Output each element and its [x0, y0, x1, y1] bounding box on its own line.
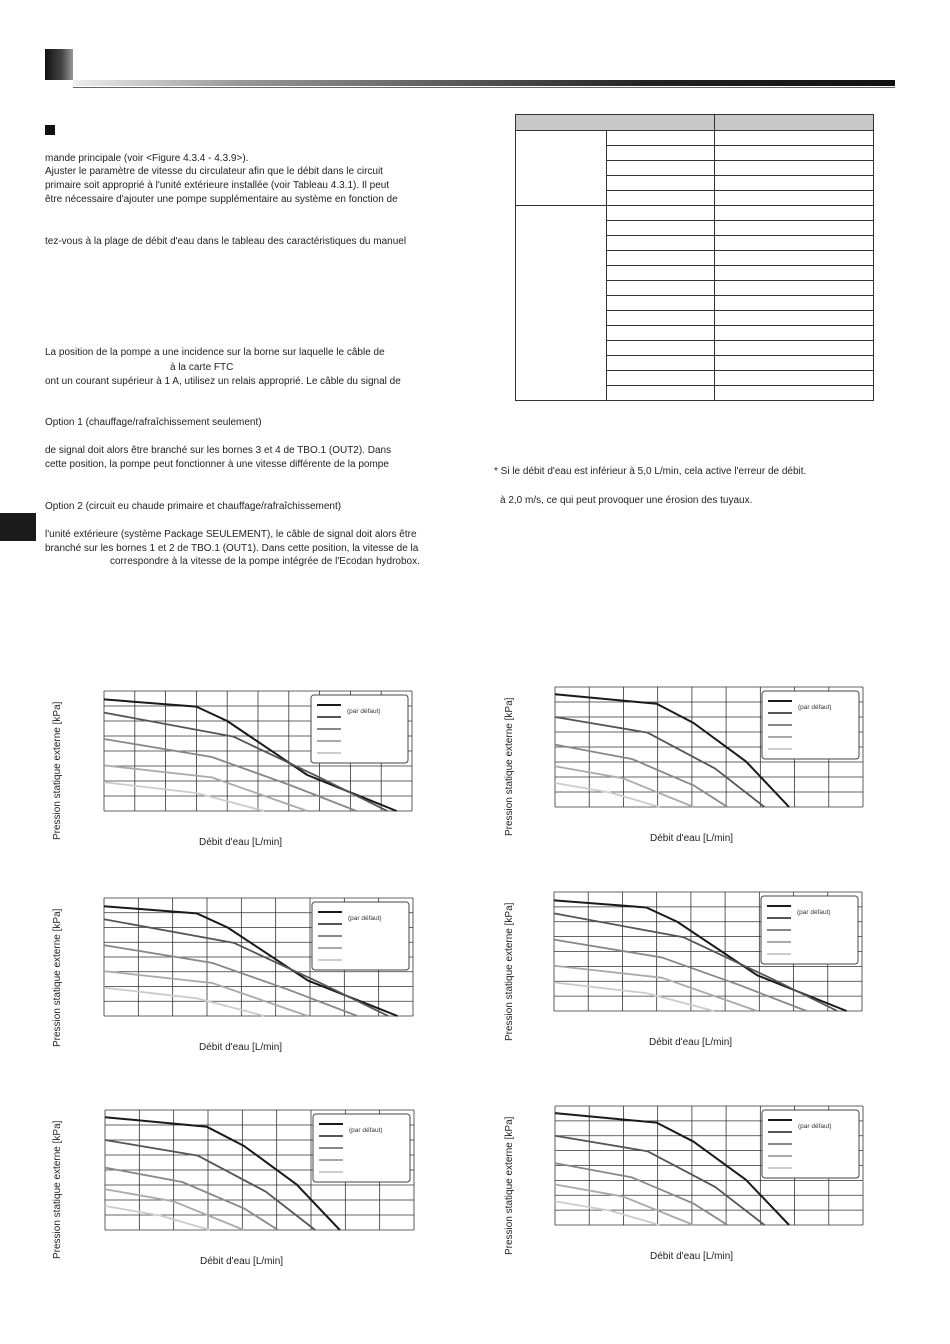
x-axis-label: Débit d'eau [L/min]: [199, 837, 283, 848]
paragraph-line: de signal doit alors être branché sur les bornes 3 et 4 de TBO.1 (OUT2). Dans: [45, 445, 392, 456]
table-cell: [715, 266, 874, 281]
header-rule-thin: [73, 87, 895, 88]
pump-curve-chart: [553, 891, 863, 1012]
table-cell: [607, 176, 715, 191]
x-axis-label: Débit d'eau [L/min]: [650, 833, 734, 844]
table-cell: [607, 281, 715, 296]
y-axis-label: Pression statique externe [kPa]: [52, 1120, 63, 1259]
paragraph-line: ont un courant supérieur à 1 A, utilisez un relais approprié. Le câble du signal de: [45, 376, 401, 387]
table-header-cell: [516, 115, 715, 131]
pump-speed-curve: [555, 745, 727, 807]
paragraph-line: l'unité extérieure (système Package SEULEMENT), le câble de signal doit alors être: [45, 529, 417, 540]
pump-speed-curve: [105, 1168, 278, 1230]
header-rule: [73, 80, 895, 86]
table-cell: [715, 326, 874, 341]
table-cell: [607, 326, 715, 341]
table-row: [516, 206, 874, 221]
table-cell: [607, 191, 715, 206]
paragraph-line: tez-vous à la plage de débit d'eau dans le tableau des caractéristiques du manuel: [45, 236, 407, 247]
x-axis-label: Débit d'eau [L/min]: [650, 1251, 734, 1262]
paragraph-line: à la carte FTC: [170, 362, 234, 373]
table-cell: [715, 161, 874, 176]
paragraph-line: mande principale (voir <Figure 4.3.4 - 4.3.9>).: [45, 153, 249, 164]
table-cell: [607, 251, 715, 266]
table-header-cell: [715, 115, 874, 131]
section-marker: [45, 49, 73, 80]
pump-curve-chart: [554, 686, 864, 808]
table-cell: [607, 146, 715, 161]
table-cell: [607, 296, 715, 311]
table-cell: [715, 356, 874, 371]
y-axis-label: Pression statique externe [kPa]: [504, 1116, 515, 1255]
table-cell: [607, 221, 715, 236]
table-cell: [607, 371, 715, 386]
flow-rate-table: [515, 114, 874, 401]
table-cell: [715, 341, 874, 356]
table-cell: [715, 311, 874, 326]
legend-default-label: (par défaut): [798, 704, 832, 711]
table-cell: [715, 296, 874, 311]
table-cell: [715, 131, 874, 146]
pump-curve-chart: [103, 897, 414, 1017]
paragraph-line: Ajuster le paramètre de vitesse du circulateur afin que le débit dans le circuit: [45, 166, 383, 177]
y-axis-label: Pression statique externe [kPa]: [504, 902, 515, 1041]
table-cell: [715, 191, 874, 206]
side-tab: [0, 513, 36, 541]
legend-default-label: (par défaut): [347, 708, 381, 715]
subsection-bullet-icon: [45, 125, 55, 135]
table-cell: [715, 221, 874, 236]
y-axis-label: Pression statique externe [kPa]: [504, 697, 515, 836]
table-cell: [607, 131, 715, 146]
table-row: [516, 131, 874, 146]
pump-speed-curve: [555, 1163, 727, 1225]
pump-speed-curve: [554, 966, 757, 1011]
paragraph-line: correspondre à la vitesse de la pompe intégrée de l'Ecodan hydrobox.: [110, 556, 420, 567]
x-axis-label: Débit d'eau [L/min]: [200, 1256, 284, 1267]
pump-curve-chart: [104, 1109, 415, 1231]
y-axis-label: Pression statique externe [kPa]: [52, 701, 63, 840]
table-cell: [607, 266, 715, 281]
paragraph-line: primaire soit approprié à l'unité extérieure installée (voir Tableau 4.3.1). Il peut: [45, 180, 390, 191]
table-cell: [715, 371, 874, 386]
table-group-cell: [516, 131, 607, 206]
table-cell: [607, 236, 715, 251]
pump-curve-chart: [103, 690, 413, 812]
table-cell: [607, 206, 715, 221]
table-cell: [715, 251, 874, 266]
y-axis-label: Pression statique externe [kPa]: [52, 908, 63, 1047]
note-line: * Si le débit d'eau est inférieur à 5,0 L/min, cela active l'erreur de débit.: [494, 466, 807, 477]
option-heading: Option 2 (circuit eu chaude primaire et chauffage/rafraîchissement): [45, 501, 342, 512]
paragraph-line: branché sur les bornes 1 et 2 de TBO.1 (OUT1). Dans cette position, la vitesse de la: [45, 543, 419, 554]
table-cell: [715, 281, 874, 296]
note-line: à 2,0 m/s, ce qui peut provoquer une érosion des tuyaux.: [500, 495, 753, 506]
table-cell: [607, 386, 715, 401]
table-cell: [715, 386, 874, 401]
table-cell: [607, 341, 715, 356]
legend-default-label: (par défaut): [349, 1127, 383, 1134]
paragraph-line: être nécessaire d'ajouter une pompe supplémentaire au système en fonction de: [45, 194, 398, 205]
paragraph-line: La position de la pompe a une incidence sur la borne sur laquelle le câble de: [45, 347, 385, 358]
table-cell: [607, 356, 715, 371]
table-cell: [607, 311, 715, 326]
legend-default-label: (par défaut): [348, 915, 382, 922]
pump-speed-curve: [104, 971, 308, 1016]
option-heading: Option 1 (chauffage/rafraîchissement seulement): [45, 417, 262, 428]
pump-curve-chart: [554, 1105, 864, 1226]
table-cell: [715, 176, 874, 191]
x-axis-label: Débit d'eau [L/min]: [199, 1042, 283, 1053]
paragraph-line: cette position, la pompe peut fonctionner à une vitesse différente de la pompe: [45, 459, 389, 470]
legend-default-label: (par défaut): [797, 909, 831, 916]
table-cell: [607, 161, 715, 176]
table-cell: [715, 146, 874, 161]
x-axis-label: Débit d'eau [L/min]: [649, 1037, 733, 1048]
table-cell: [715, 206, 874, 221]
table-group-cell: [516, 206, 607, 401]
legend-default-label: (par défaut): [798, 1123, 832, 1130]
table-cell: [715, 236, 874, 251]
